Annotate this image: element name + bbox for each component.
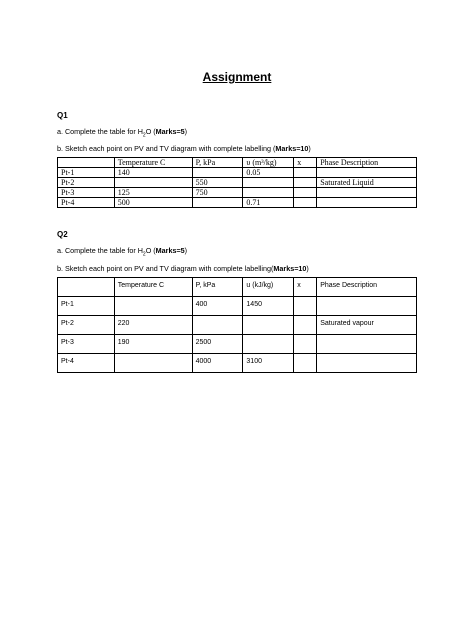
table-row <box>58 297 417 316</box>
table-cell <box>192 316 243 335</box>
table-cell: 400 <box>192 297 243 316</box>
table-cell <box>243 178 294 188</box>
table-cell <box>192 198 243 208</box>
table-cell <box>294 188 317 198</box>
table-cell <box>114 354 192 373</box>
table-cell: Pt-1 <box>58 297 115 316</box>
table-cell <box>243 188 294 198</box>
table-cell <box>114 178 192 188</box>
table-cell: Pt-1 <box>58 168 115 178</box>
table-cell: 0.71 <box>243 198 294 208</box>
table-cell: 190 <box>114 335 192 354</box>
q1-label: Q1 <box>57 111 68 120</box>
q2-instruction-b: b. Sketch each point on PV and TV diagram with complete labelling(Marks=10) <box>57 264 309 273</box>
header-cell: Temperature C <box>114 278 192 297</box>
header-cell: x <box>294 278 317 297</box>
table-cell: Pt-2 <box>58 178 115 188</box>
header-cell <box>58 158 115 168</box>
table-cell: Saturated vapour <box>317 316 417 335</box>
table-cell: Pt-4 <box>58 198 115 208</box>
header-cell <box>58 278 115 297</box>
header-cell: P, kPa <box>192 158 243 168</box>
table-cell <box>294 168 317 178</box>
table-cell <box>294 297 317 316</box>
q2-label: Q2 <box>57 230 68 239</box>
table-cell: 4000 <box>192 354 243 373</box>
table-cell: Pt-3 <box>58 188 115 198</box>
table-cell <box>294 198 317 208</box>
table-cell <box>317 168 417 178</box>
header-cell: x <box>294 158 317 168</box>
table-cell: 550 <box>192 178 243 188</box>
table-cell <box>317 188 417 198</box>
table-cell: 3100 <box>243 354 294 373</box>
table-row <box>58 335 417 354</box>
header-cell: Phase Description <box>317 158 417 168</box>
table-cell <box>294 316 317 335</box>
table-cell: 750 <box>192 188 243 198</box>
page-title: Assignment <box>202 70 272 84</box>
table-cell <box>317 335 417 354</box>
header-cell: Temperature C <box>114 158 192 168</box>
table-row <box>58 168 417 178</box>
header-cell: Phase Description <box>317 278 417 297</box>
table-cell <box>192 168 243 178</box>
table-row <box>58 198 417 208</box>
table-row <box>58 354 417 373</box>
table-cell <box>294 335 317 354</box>
header-cell: u (kJ/kg) <box>243 278 294 297</box>
table-cell: Pt-2 <box>58 316 115 335</box>
table-cell <box>317 297 417 316</box>
table-cell: Saturated Liquid <box>317 178 417 188</box>
table-cell <box>243 316 294 335</box>
header-cell: υ (m³/kg) <box>243 158 294 168</box>
header-cell: P, kPa <box>192 278 243 297</box>
table-cell <box>317 198 417 208</box>
table-cell: 0.05 <box>243 168 294 178</box>
q2-table <box>57 277 417 373</box>
table-cell: Pt-3 <box>58 335 115 354</box>
q1-instruction-a: a. Complete the table for $H_2O$ (Marks=5) <box>57 127 188 139</box>
table-cell: 1450 <box>243 297 294 316</box>
table-row <box>58 188 417 198</box>
table-cell: 140 <box>114 168 192 178</box>
q2-instruction-a: a. Complete the table for $H_2O$ (Marks=5) <box>57 246 188 258</box>
table-row <box>58 178 417 188</box>
q1-instruction-b: b. Sketch each point on PV and TV diagram with complete labelling (Marks=10) <box>57 144 311 153</box>
table-header-row <box>58 278 417 297</box>
table-cell: 220 <box>114 316 192 335</box>
table-cell: 2500 <box>192 335 243 354</box>
table-cell: 125 <box>114 188 192 198</box>
table-cell: 500 <box>114 198 192 208</box>
table-cell <box>317 354 417 373</box>
table-cell <box>294 354 317 373</box>
table-header-row <box>58 158 417 168</box>
q1-table <box>57 157 417 208</box>
table-cell <box>243 335 294 354</box>
table-row <box>58 316 417 335</box>
table-cell <box>114 297 192 316</box>
table-cell <box>294 178 317 188</box>
table-cell: Pt-4 <box>58 354 115 373</box>
